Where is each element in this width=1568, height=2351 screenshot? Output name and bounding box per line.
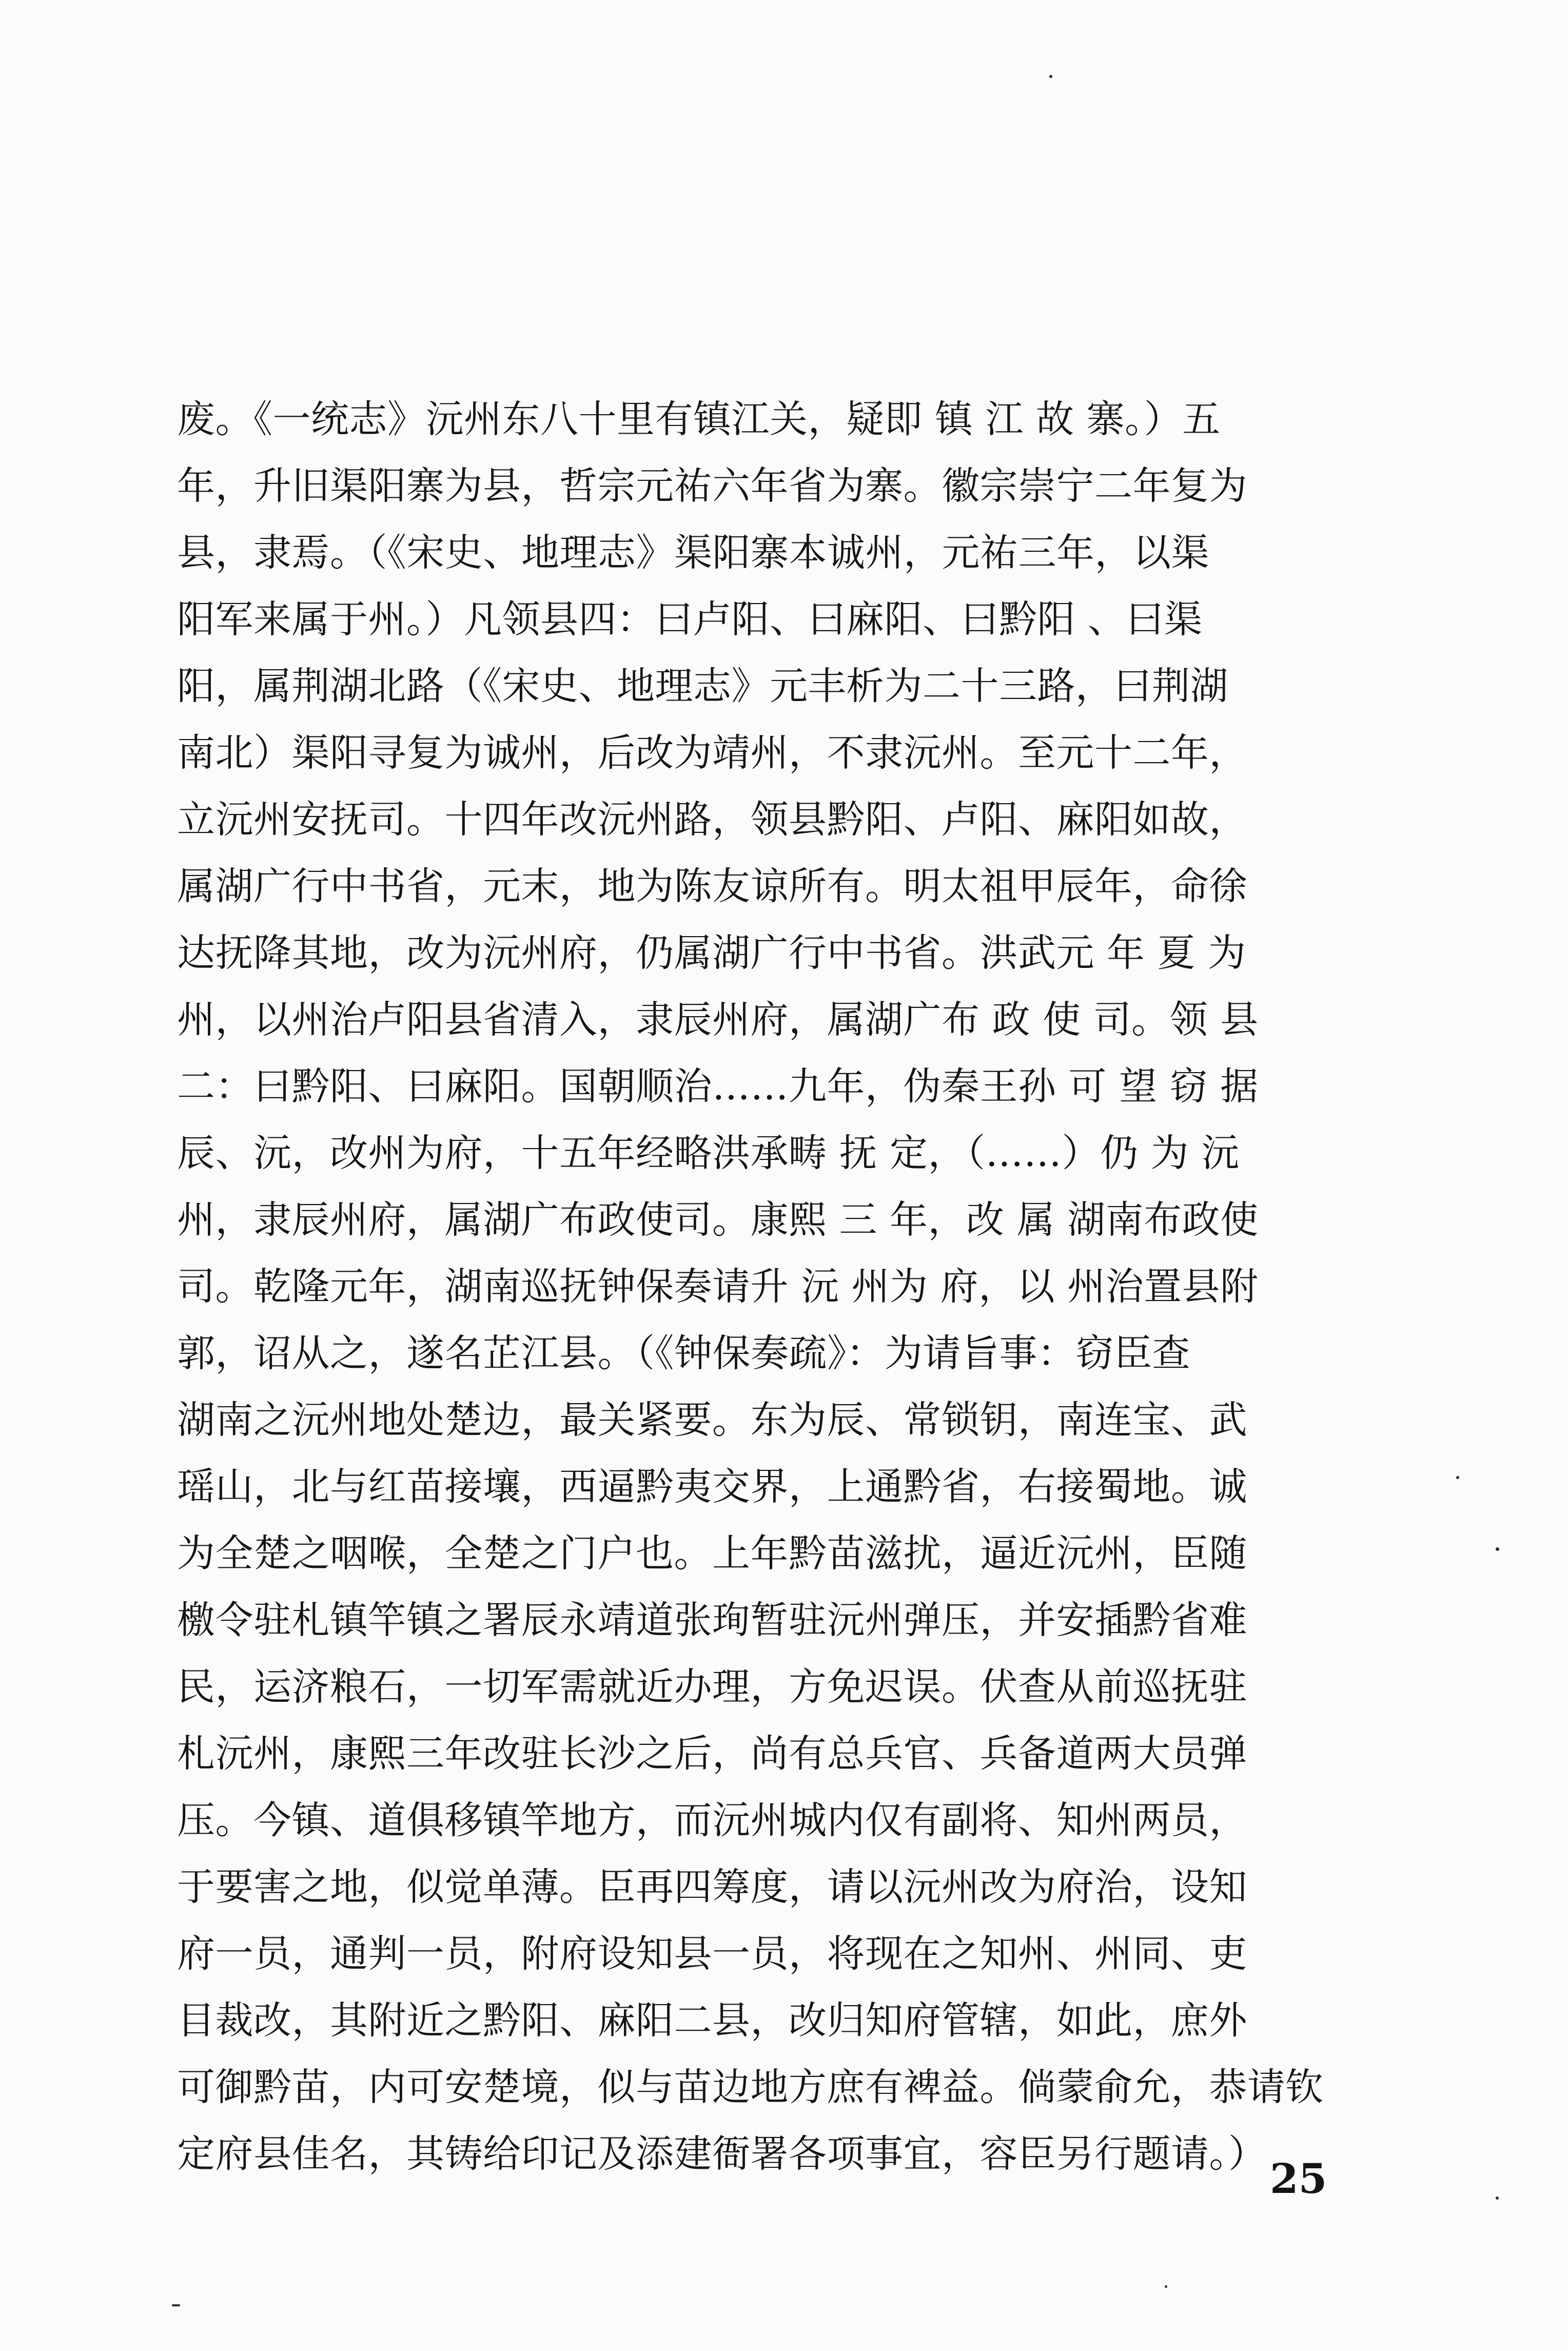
text-line: 辰、沅，改州为府，十五年经略洪承畴 抚 定，（……）仍 为 沅 — [177, 1131, 1240, 1175]
text-line: 废。《一统志》沅州东八十里有镇江关，疑即 镇 江 故 寨。）五 — [177, 397, 1221, 441]
text-line: 司。乾隆元年，湖南巡抚钟保奏请升 沅 州为 府，以 州治置县附 — [177, 1265, 1259, 1309]
text-line: 檄令驻札镇竿镇之署辰永靖道张珣暂驻沅州弹压，并安插黔省难 — [177, 1598, 1247, 1642]
scan-speck — [1049, 75, 1052, 78]
scan-speck — [1496, 2197, 1499, 2200]
text-line: 属湖广行中书省，元末，地为陈友谅所有。明太祖甲辰年，命徐 — [177, 864, 1247, 908]
text-line: 目裁改，其附近之黔阳、麻阳二县，改归知府管辖，如此，庶外 — [177, 1998, 1247, 2043]
text-line: 札沅州，康熙三年改驻长沙之后，尚有总兵官、兵备道两大员弹 — [177, 1732, 1247, 1776]
text-line: 府一员，通判一员，附府设知县一员，将现在之知州、州同、吏 — [177, 1932, 1247, 1976]
text-line: 年，升旧渠阳寨为县，哲宗元祐六年省为寨。徽宗崇宁二年复为 — [177, 464, 1247, 508]
text-line: 定府县佳名，其铸给印记及添建衙署各项事宜，容臣另行题请。） — [177, 2132, 1267, 2176]
scan-speck — [1456, 1476, 1459, 1479]
text-line: 湖南之沅州地处楚边，最关紧要。东为辰、常锁钥，南连宝、武 — [177, 1398, 1247, 1442]
text-line: 为全楚之咽喉，全楚之门户也。上年黔苗滋扰，逼近沅州，臣随 — [177, 1531, 1247, 1576]
text-line: 可御黔苗，内可安楚境，似与苗边地方庶有裨益。倘蒙俞允，恭请钦 — [177, 2065, 1324, 2109]
text-line: 郭，诏从之，遂名芷江县。（《钟保奏疏》：为请旨事：窃臣查 — [177, 1331, 1190, 1375]
body-text — [177, 386, 1408, 2187]
scan-speck — [1165, 2285, 1167, 2288]
page-number: 25 — [1270, 2154, 1327, 2203]
text-line: 达抚降其地，改为沅州府，仍属湖广行中书省。洪武元 年 夏 为 — [177, 931, 1246, 975]
text-line: 县，隶焉。（《宋史、地理志》渠阳寨本诚州，元祐三年，以渠 — [177, 531, 1209, 575]
text-line: 州，以州治卢阳县省清入，隶辰州府，属湖广布 政 使 司。领 县 — [177, 998, 1259, 1042]
text-line: 压。今镇、道俱移镇竿地方，而沅州城内仅有副将、知州两员， — [177, 1798, 1247, 1842]
text-line: 瑶山，北与红苗接壤，西逼黔夷交界，上通黔省，右接蜀地。诚 — [177, 1465, 1247, 1509]
text-line: 于要害之地，似觉单薄。臣再四筹度，请以沅州改为府治，设知 — [177, 1865, 1247, 1909]
text-line: 南北）渠阳寻复为诚州，后改为靖州，不隶沅州。至元十二年， — [177, 731, 1247, 775]
text-line: 立沅州安抚司。十四年改沅州路，领县黔阳、卢阳、麻阳如故， — [177, 798, 1247, 842]
text-line: 阳军来属于州。）凡领县四：曰卢阳、曰麻阳、曰黔阳 、曰渠 — [177, 597, 1203, 642]
text-line: 二：曰黔阳、曰麻阳。国朝顺治……九年，伪秦王孙 可 望 窃 据 — [177, 1064, 1259, 1109]
text-line: 阳，属荆湖北路（《宋史、地理志》元丰析为二十三路，曰荆湖 — [177, 664, 1228, 708]
scan-speck — [172, 2304, 180, 2306]
text-line: 州，隶辰州府，属湖广布政使司。康熙 三 年，改 属 湖南布政使 — [177, 1198, 1259, 1242]
scan-speck — [1496, 1547, 1499, 1551]
text-line: 民，运济粮石，一切军需就近办理，方免迟误。伏查从前巡抚驻 — [177, 1665, 1247, 1709]
